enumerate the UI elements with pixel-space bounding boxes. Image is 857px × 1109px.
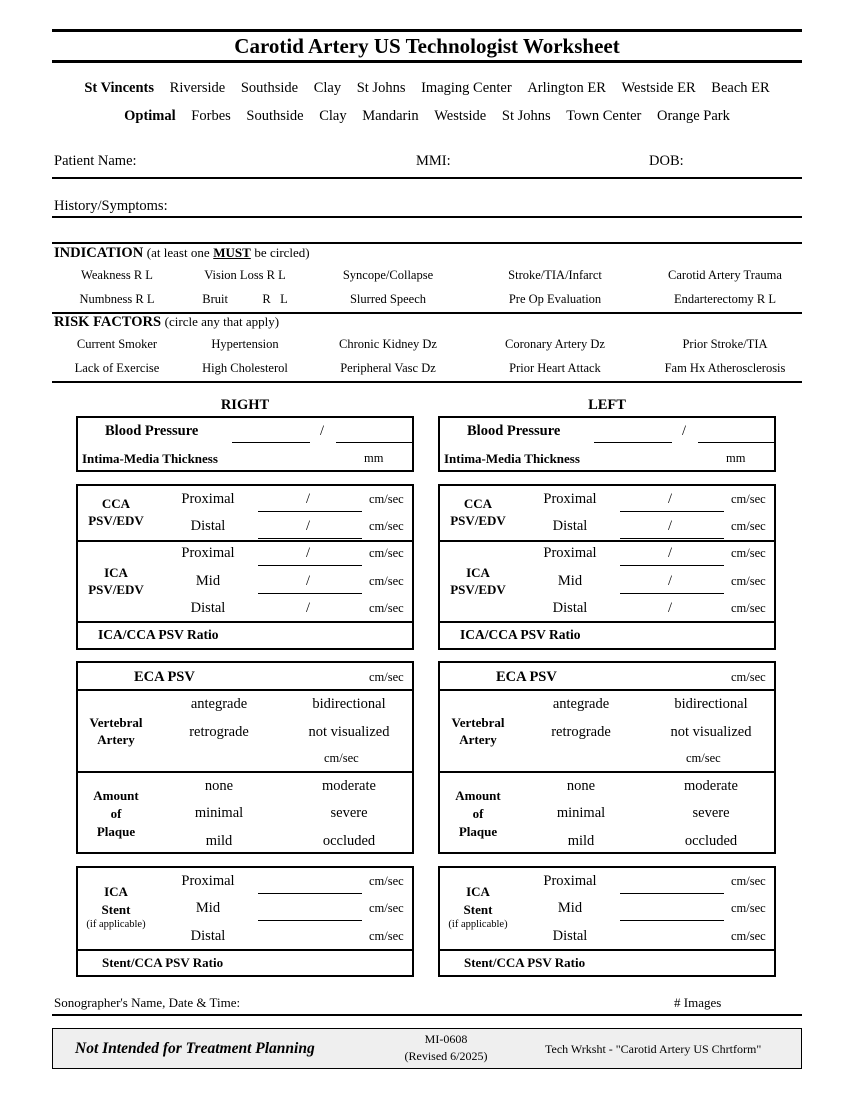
stent-proximal-field[interactable] bbox=[258, 893, 362, 894]
velocity-slash: / bbox=[668, 491, 673, 507]
unit-cm-sec: cm/sec bbox=[369, 519, 404, 533]
plaque-none-option[interactable]: none bbox=[566, 778, 596, 794]
vertebral-antegrade-option[interactable]: antegrade bbox=[552, 696, 610, 712]
risk-note: (circle any that apply) bbox=[164, 314, 280, 329]
location-item: Town Center bbox=[566, 108, 642, 124]
plaque-minimal-option[interactable]: minimal bbox=[194, 805, 244, 821]
ica-velocity-field[interactable] bbox=[620, 593, 724, 594]
vertebral-label: Vertebral bbox=[89, 715, 143, 730]
indication-option[interactable]: Carotid Artery Trauma bbox=[668, 268, 782, 282]
cca-proximal-label: Proximal bbox=[181, 491, 235, 507]
location-item: Beach ER bbox=[711, 80, 770, 96]
form-id: MI-0608 bbox=[424, 1032, 468, 1046]
unit-cm-sec: cm/sec bbox=[731, 492, 766, 506]
plaque-severe-option[interactable]: severe bbox=[692, 805, 730, 821]
stent-if-applicable-label: (if applicable) bbox=[448, 919, 508, 930]
vertebral-not-visualized-option[interactable]: not visualized bbox=[670, 724, 752, 740]
plaque-none-option[interactable]: none bbox=[204, 778, 234, 794]
side-label: LEFT bbox=[588, 397, 626, 413]
ica-velocity-field[interactable] bbox=[258, 565, 362, 566]
velocity-slash: / bbox=[668, 545, 673, 561]
form-revised: (Revised 6/2025) bbox=[404, 1049, 488, 1063]
indication-title: INDICATION bbox=[54, 245, 144, 261]
ica-proximal-label: Proximal bbox=[181, 545, 235, 561]
unit-cm-sec: cm/sec bbox=[369, 574, 404, 588]
location-lead: Optimal bbox=[124, 108, 176, 124]
images-label: # Images bbox=[674, 995, 722, 1010]
location-row-optimal bbox=[52, 108, 802, 125]
location-item: Southside bbox=[246, 108, 304, 124]
indication-option[interactable]: Endarterectomy R L bbox=[673, 292, 777, 306]
vertebral-retrograde-option[interactable]: retrograde bbox=[551, 724, 611, 740]
risk-option[interactable]: Peripheral Vasc Dz bbox=[340, 361, 436, 375]
divider bbox=[76, 621, 414, 623]
plaque-mild-option[interactable]: mild bbox=[205, 833, 233, 849]
sonographer-label: Sonographer's Name, Date & Time: bbox=[54, 995, 241, 1010]
unit-cm-sec: cm/sec bbox=[369, 929, 404, 943]
plaque-label: Plaque bbox=[458, 824, 498, 839]
imt-label: Intima-Media Thickness bbox=[82, 451, 218, 466]
unit-cm-sec: cm/sec bbox=[731, 874, 766, 888]
unit-cm-sec: cm/sec bbox=[731, 901, 766, 915]
divider bbox=[438, 540, 776, 542]
velocity-slash: / bbox=[306, 573, 311, 589]
indication-option[interactable]: Vision Loss R L bbox=[204, 268, 286, 282]
history-label: History/Symptoms: bbox=[54, 198, 168, 214]
velocity-slash: / bbox=[668, 600, 673, 616]
indication-option[interactable]: Slurred Speech bbox=[349, 292, 427, 306]
divider bbox=[438, 771, 776, 773]
ica-psv-edv-label: PSV/EDV bbox=[88, 582, 144, 597]
ica-proximal-label: Proximal bbox=[543, 545, 597, 561]
artery-label: Artery bbox=[459, 732, 497, 747]
velocity-slash: / bbox=[668, 573, 673, 589]
stent-proximal-label: Proximal bbox=[543, 873, 597, 889]
cca-psv-edv-label: PSV/EDV bbox=[88, 513, 144, 528]
unit-cm-sec: cm/sec bbox=[731, 519, 766, 533]
cca-proximal-label: Proximal bbox=[543, 491, 597, 507]
plaque-severe-option[interactable]: severe bbox=[330, 805, 368, 821]
unit-cm-sec: cm/sec bbox=[369, 601, 404, 615]
location-item: Westside ER bbox=[621, 80, 696, 96]
form-name: Tech Wrksht - "Carotid Artery US Chrtform" bbox=[545, 1042, 762, 1056]
velocity-slash: / bbox=[668, 518, 673, 534]
stent-distal-label: Distal bbox=[552, 928, 588, 944]
artery-label: Artery bbox=[97, 732, 135, 747]
vertebral-not-visualized-option[interactable]: not visualized bbox=[308, 724, 390, 740]
unit-cm-sec: cm/sec bbox=[324, 751, 359, 765]
location-item: Riverside bbox=[169, 80, 226, 96]
stent-mid-label: Mid bbox=[195, 900, 221, 916]
location-item: Orange Park bbox=[656, 108, 730, 124]
indication-option[interactable]: Bruit R L bbox=[202, 292, 288, 306]
risk-heading bbox=[54, 314, 279, 331]
location-item: Imaging Center bbox=[421, 80, 512, 96]
location-item: Forbes bbox=[191, 108, 231, 124]
vertebral-retrograde-option[interactable]: retrograde bbox=[189, 724, 249, 740]
stent-distal-label: Distal bbox=[190, 928, 226, 944]
velocity-slash: / bbox=[306, 518, 311, 534]
stent-label: Stent bbox=[101, 902, 131, 917]
imt-unit: mm bbox=[726, 451, 746, 465]
indication-option[interactable]: Syncope/Collapse bbox=[342, 268, 434, 282]
indication-option[interactable]: Weakness R L bbox=[81, 268, 153, 282]
indication-note: (at least one bbox=[146, 245, 210, 260]
location-item: Arlington ER bbox=[527, 80, 606, 96]
location-item: Mandarin bbox=[362, 108, 419, 124]
velocity-slash: / bbox=[306, 600, 311, 616]
ica-cca-ratio-label: ICA/CCA PSV Ratio bbox=[98, 627, 219, 642]
ica-mid-label: Mid bbox=[195, 573, 221, 589]
bp-slash: / bbox=[320, 423, 325, 439]
velocity-slash: / bbox=[306, 491, 311, 507]
ica-distal-label: Distal bbox=[190, 600, 226, 616]
location-item: Southside bbox=[240, 80, 299, 96]
cca-velocity-field[interactable] bbox=[620, 511, 724, 512]
indication-heading bbox=[54, 245, 310, 262]
risk-option[interactable]: Current Smoker bbox=[76, 337, 158, 351]
cca-velocity-field[interactable] bbox=[620, 538, 724, 539]
stent-cca-ratio-label: Stent/CCA PSV Ratio bbox=[464, 955, 586, 970]
cca-psv-edv-label: PSV/EDV bbox=[450, 513, 506, 528]
plaque-amount-label: Amount bbox=[455, 788, 501, 803]
stent-cca-ratio-label: Stent/CCA PSV Ratio bbox=[102, 955, 224, 970]
plaque-occluded-option[interactable]: occluded bbox=[322, 833, 376, 849]
risk-option[interactable]: Chronic Kidney Dz bbox=[339, 337, 437, 351]
page-title: Carotid Artery US Technologist Worksheet bbox=[234, 34, 620, 58]
plaque-moderate-option[interactable]: moderate bbox=[684, 778, 738, 794]
bp-systolic-field[interactable] bbox=[594, 442, 672, 443]
ica-mid-label: Mid bbox=[557, 573, 583, 589]
location-lead: St Vincents bbox=[84, 80, 155, 96]
unit-cm-sec: cm/sec bbox=[369, 670, 404, 684]
cca-distal-label: Distal bbox=[190, 518, 226, 534]
imt-label: Intima-Media Thickness bbox=[444, 451, 580, 466]
eca-psv-label: ECA PSV bbox=[134, 669, 195, 685]
unit-cm-sec: cm/sec bbox=[731, 670, 766, 684]
risk-option[interactable]: Hypertension bbox=[211, 337, 279, 351]
divider bbox=[438, 949, 776, 951]
patient-name-label: Patient Name: bbox=[54, 153, 137, 169]
cca-velocity-field[interactable] bbox=[258, 511, 362, 512]
risk-option[interactable]: High Cholesterol bbox=[202, 361, 288, 375]
unit-cm-sec: cm/sec bbox=[686, 751, 721, 765]
bp-diastolic-field[interactable] bbox=[698, 442, 776, 443]
unit-cm-sec: cm/sec bbox=[731, 574, 766, 588]
ica-label: ICA bbox=[104, 565, 128, 580]
dob-label: DOB: bbox=[649, 153, 684, 169]
indication-note-end: be circled) bbox=[254, 245, 310, 260]
cca-label: CCA bbox=[101, 496, 131, 511]
bp-systolic-field[interactable] bbox=[232, 442, 310, 443]
unit-cm-sec: cm/sec bbox=[731, 546, 766, 560]
location-row-st-vincents bbox=[52, 80, 802, 97]
cca-label: CCA bbox=[463, 496, 493, 511]
divider bbox=[76, 949, 414, 951]
risk-option[interactable]: Coronary Artery Dz bbox=[505, 337, 605, 351]
ica-label: ICA bbox=[466, 565, 490, 580]
stent-label: Stent bbox=[463, 902, 493, 917]
ica-velocity-field[interactable] bbox=[258, 593, 362, 594]
unit-cm-sec: cm/sec bbox=[731, 601, 766, 615]
ica-velocity-field[interactable] bbox=[620, 565, 724, 566]
divider bbox=[438, 689, 776, 691]
plaque-of-label: of bbox=[110, 806, 122, 821]
indication-option[interactable]: Numbness R L bbox=[79, 292, 155, 306]
bp-slash: / bbox=[682, 423, 687, 439]
plaque-label: Plaque bbox=[96, 824, 136, 839]
risk-title: RISK FACTORS bbox=[54, 314, 162, 330]
plaque-of-label: of bbox=[472, 806, 484, 821]
stent-if-applicable-label: (if applicable) bbox=[86, 919, 146, 930]
vertebral-label: Vertebral bbox=[451, 715, 505, 730]
risk-option[interactable]: Lack of Exercise bbox=[74, 361, 160, 375]
eca-psv-label: ECA PSV bbox=[496, 669, 557, 685]
risk-option[interactable]: Prior Stroke/TIA bbox=[682, 337, 768, 351]
indication-option[interactable]: Stroke/TIA/Infarct bbox=[508, 268, 602, 282]
ica-psv-edv-label: PSV/EDV bbox=[450, 582, 506, 597]
unit-cm-sec: cm/sec bbox=[369, 901, 404, 915]
stent-mid-field[interactable] bbox=[258, 920, 362, 921]
ica-cca-ratio-label: ICA/CCA PSV Ratio bbox=[460, 627, 581, 642]
blood-pressure-label: Blood Pressure bbox=[105, 423, 199, 439]
cca-velocity-field[interactable] bbox=[258, 538, 362, 539]
stent-ica-label: ICA bbox=[466, 884, 490, 899]
indication-must: MUST bbox=[213, 245, 251, 260]
stent-proximal-field[interactable] bbox=[620, 893, 724, 894]
mmi-label: MMI: bbox=[416, 153, 451, 169]
blood-pressure-label: Blood Pressure bbox=[467, 423, 561, 439]
stent-mid-field[interactable] bbox=[620, 920, 724, 921]
stent-ica-label: ICA bbox=[104, 884, 128, 899]
location-item: Westside bbox=[434, 108, 487, 124]
plaque-minimal-option[interactable]: minimal bbox=[556, 805, 606, 821]
plaque-mild-option[interactable]: mild bbox=[567, 833, 595, 849]
vertebral-bidirectional-option[interactable]: bidirectional bbox=[674, 696, 748, 712]
unit-cm-sec: cm/sec bbox=[369, 546, 404, 560]
indication-option[interactable]: Pre Op Evaluation bbox=[508, 292, 602, 306]
side-label: RIGHT bbox=[220, 397, 270, 413]
vertebral-bidirectional-option[interactable]: bidirectional bbox=[312, 696, 386, 712]
risk-option[interactable]: Prior Heart Attack bbox=[509, 361, 601, 375]
stent-proximal-label: Proximal bbox=[181, 873, 235, 889]
ica-distal-label: Distal bbox=[552, 600, 588, 616]
cca-distal-label: Distal bbox=[552, 518, 588, 534]
divider bbox=[76, 771, 414, 773]
imt-unit: mm bbox=[364, 451, 384, 465]
location-item: Clay bbox=[319, 108, 347, 124]
location-item: St Johns bbox=[501, 108, 551, 124]
bp-diastolic-field[interactable] bbox=[336, 442, 414, 443]
plaque-occluded-option[interactable]: occluded bbox=[684, 833, 738, 849]
risk-option[interactable]: Fam Hx Atherosclerosis bbox=[664, 361, 786, 375]
divider bbox=[76, 540, 414, 542]
divider bbox=[76, 689, 414, 691]
unit-cm-sec: cm/sec bbox=[731, 929, 766, 943]
plaque-amount-label: Amount bbox=[93, 788, 139, 803]
stent-mid-label: Mid bbox=[557, 900, 583, 916]
unit-cm-sec: cm/sec bbox=[369, 874, 404, 888]
footer bbox=[52, 1028, 802, 1069]
velocity-slash: / bbox=[306, 545, 311, 561]
divider bbox=[438, 621, 776, 623]
location-item: Clay bbox=[313, 80, 342, 96]
unit-cm-sec: cm/sec bbox=[369, 492, 404, 506]
vertebral-antegrade-option[interactable]: antegrade bbox=[190, 696, 248, 712]
location-item: St Johns bbox=[356, 80, 406, 96]
plaque-moderate-option[interactable]: moderate bbox=[322, 778, 376, 794]
footer-disclaimer: Not Intended for Treatment Planning bbox=[75, 1040, 315, 1057]
